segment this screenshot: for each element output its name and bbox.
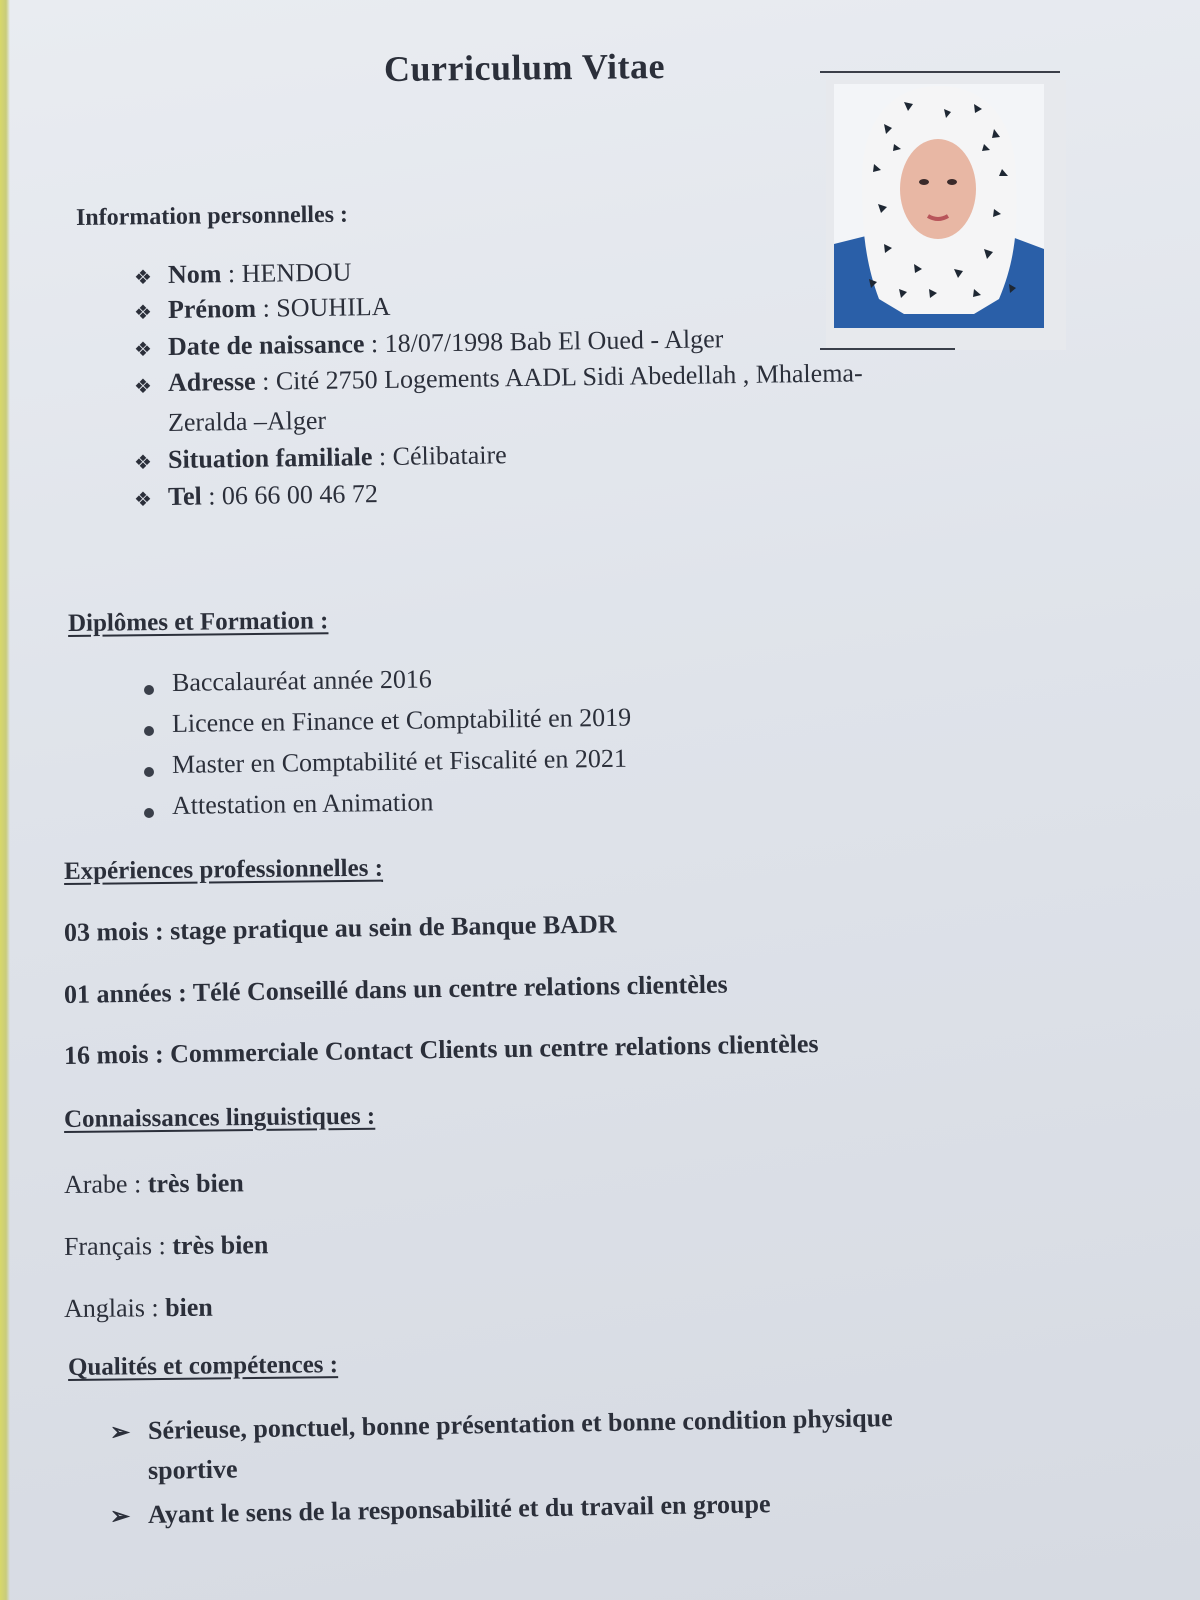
field-label: Date de naissance [167,329,365,361]
field-tel [168,479,378,512]
portrait-photo [834,84,1044,328]
paper-edge [0,0,10,1600]
experience-heading: Expériences professionnelles : [63,854,384,885]
bullet-dot-icon [144,726,154,736]
diamond-bullet-icon: ❖ [134,489,152,511]
experience-description: stage pratique au sein de Banque BADR [169,909,617,946]
field-value: HENDOU [241,257,352,288]
education-item: Baccalauréat année 2016 [171,664,433,697]
experience-item [64,1029,819,1071]
field-separator: : [255,366,277,396]
experience-separator: : [148,1039,171,1069]
field-separator: : [372,441,393,472]
portrait-illustration [834,84,1044,328]
experience-duration: 03 mois [63,916,149,947]
field-adresse-continued: Zeralda –Alger [167,405,327,437]
education-heading: Diplômes et Formation : [67,607,329,637]
field-prenom [168,292,391,325]
language-item [64,1230,269,1262]
language-level: très bien [172,1230,269,1261]
language-name: Français [63,1231,153,1261]
language-level: bien [164,1292,213,1323]
diamond-bullet-icon: ❖ [134,339,152,361]
field-separator: : [255,293,277,323]
diamond-bullet-icon: ❖ [134,452,152,474]
arrow-bullet-icon: ➢ [110,1420,131,1446]
experience-item [64,970,728,1010]
experience-separator: : [171,977,194,1008]
field-label: Tel [167,481,202,511]
quality-item-continued: sportive [147,1454,238,1485]
quality-item: Ayant le sens de la responsabilité et du travail en groupe [147,1489,771,1529]
arrow-bullet-icon: ➢ [110,1504,131,1530]
education-item: Attestation en Animation [171,787,434,820]
field-separator: : [201,481,223,511]
field-nom [168,257,352,290]
language-item [64,1168,244,1200]
field-label: Prénom [167,293,257,324]
field-value: Cité 2750 Logements AADL Sidi Abedellah , Mhalema- [275,358,863,396]
personal-info-heading: Information personnelles : [75,201,349,231]
experience-duration: 16 mois [63,1039,149,1070]
experience-separator: : [148,916,171,946]
field-label: Nom [167,259,222,289]
experience-description: Commerciale Contact Clients un centre relations clientèles [169,1029,819,1069]
date-underline [820,348,955,350]
diamond-bullet-icon: ❖ [134,376,152,398]
language-separator: : [151,1231,173,1261]
education-item: Master en Comptabilité et Fiscalité en 2021 [171,743,628,779]
diamond-bullet-icon: ❖ [134,267,152,289]
field-separator: : [221,258,242,289]
field-situation-familiale [168,440,507,475]
education-item: Licence en Finance et Comptabilité en 2019 [171,702,632,738]
diamond-bullet-icon: ❖ [134,302,152,324]
field-value: SOUHILA [276,291,391,323]
bullet-dot-icon [144,808,154,818]
language-name: Anglais [63,1293,146,1323]
bullet-dot-icon [144,685,154,695]
experience-item [64,909,617,948]
field-separator: : [364,328,385,359]
field-value: Célibataire [392,440,507,471]
language-item [64,1293,213,1324]
language-separator: : [144,1293,166,1323]
field-adresse [168,358,863,398]
qualities-heading: Qualités et compétences : [67,1351,339,1381]
language-name: Arabe [63,1169,128,1199]
photo-top-rule [820,71,1060,73]
quality-item: Sérieuse, ponctuel, bonne présentation et bonne condition physique [147,1403,893,1445]
field-label: Situation familiale [167,442,373,474]
field-date-naissance [168,324,724,362]
experience-duration: 01 années [63,978,172,1009]
field-value: 06 66 00 46 72 [221,479,379,511]
language-level: très bien [147,1168,244,1199]
bullet-dot-icon [144,767,154,777]
document-title: Curriculum Vitae [383,46,666,89]
field-value: 18/07/1998 Bab El Oued - Alger [384,324,724,358]
experience-description: Télé Conseillé dans un centre relations clientèles [192,969,728,1007]
languages-heading: Connaissances linguistiques : [63,1102,376,1133]
language-separator: : [127,1169,148,1199]
field-label: Adresse [167,366,256,397]
